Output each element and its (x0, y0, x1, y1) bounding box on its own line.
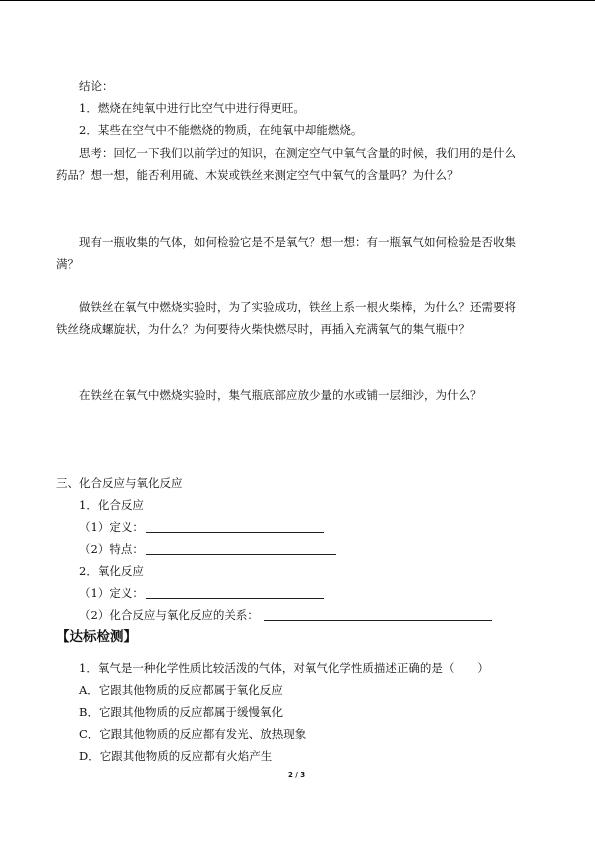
combination-feature-label: （2）特点： (79, 542, 144, 556)
oxidation-reaction-title: 2．氧化反应 (79, 564, 144, 578)
combination-feature-blank[interactable] (146, 554, 336, 555)
gas-test-question-line-2: 满？ (56, 257, 79, 271)
conclusion-item-2: 2．某些在空气中不能燃烧的物质，在纯氧中却能燃烧。 (79, 123, 363, 137)
option-b: B．它跟其他物质的反应都属于缓慢氧化 (79, 705, 283, 719)
oxidation-definition-blank[interactable] (146, 598, 324, 599)
iron-wire-question-line-1: 做铁丝在氧气中燃烧实验时，为了实验成功，铁丝上系一根火柴棒，为什么？还需要将 (79, 300, 516, 314)
assessment-heading: 【达标检测】 (56, 629, 137, 645)
think-question-line-1: 思考：回忆一下我们以前学过的知识，在测定空气中氧气含量的时候，我们用的是什么 (79, 146, 516, 160)
combination-reaction-title: 1．化合反应 (79, 498, 144, 512)
iron-wire-question-line-2: 铁丝绕成螺旋状，为什么？为何要待火柴快燃尽时，再插入充满氧气的集气瓶中？ (56, 322, 470, 336)
option-a: A．它跟其他物质的反应都属于氧化反应 (79, 683, 283, 697)
option-d: D．它跟其他物质的反应都有火焰产生 (79, 749, 273, 763)
conclusion-item-1: 1．燃烧在纯氧中进行比空气中进行得更旺。 (79, 101, 305, 115)
assessment-question-1: 1．氧气是一种化学性质比较活泼的气体，对氧气化学性质描述正确的是（ ） (79, 661, 489, 675)
option-c: C．它跟其他物质的反应都有发光、放热现象 (79, 727, 307, 741)
conclusion-label: 结论： (79, 79, 114, 93)
bottle-bottom-question: 在铁丝在氧气中燃烧实验时，集气瓶底部应放少量的水或铺一层细沙，为什么？ (79, 388, 482, 402)
oxidation-definition-label: （1）定义： (79, 586, 144, 600)
combination-definition-label: （1）定义： (79, 520, 144, 534)
relation-blank[interactable] (264, 620, 492, 621)
combination-definition-blank[interactable] (146, 532, 324, 533)
gas-test-question-line-1: 现有一瓶收集的气体，如何检验它是不是氧气？想一想：有一瓶氧气如何检验是否收集 (79, 235, 516, 249)
header-rule (0, 0, 595, 1)
think-question-line-2: 药品？想一想，能否利用硫、木炭或铁丝来测定空气中氧气的含量吗？为什么？ (56, 168, 459, 182)
relation-label: （2）化合反应与氧化反应的关系： (79, 608, 259, 622)
section-3-title: 三、化合反应与氧化反应 (56, 476, 183, 490)
page-number: 2 / 3 (288, 771, 306, 779)
